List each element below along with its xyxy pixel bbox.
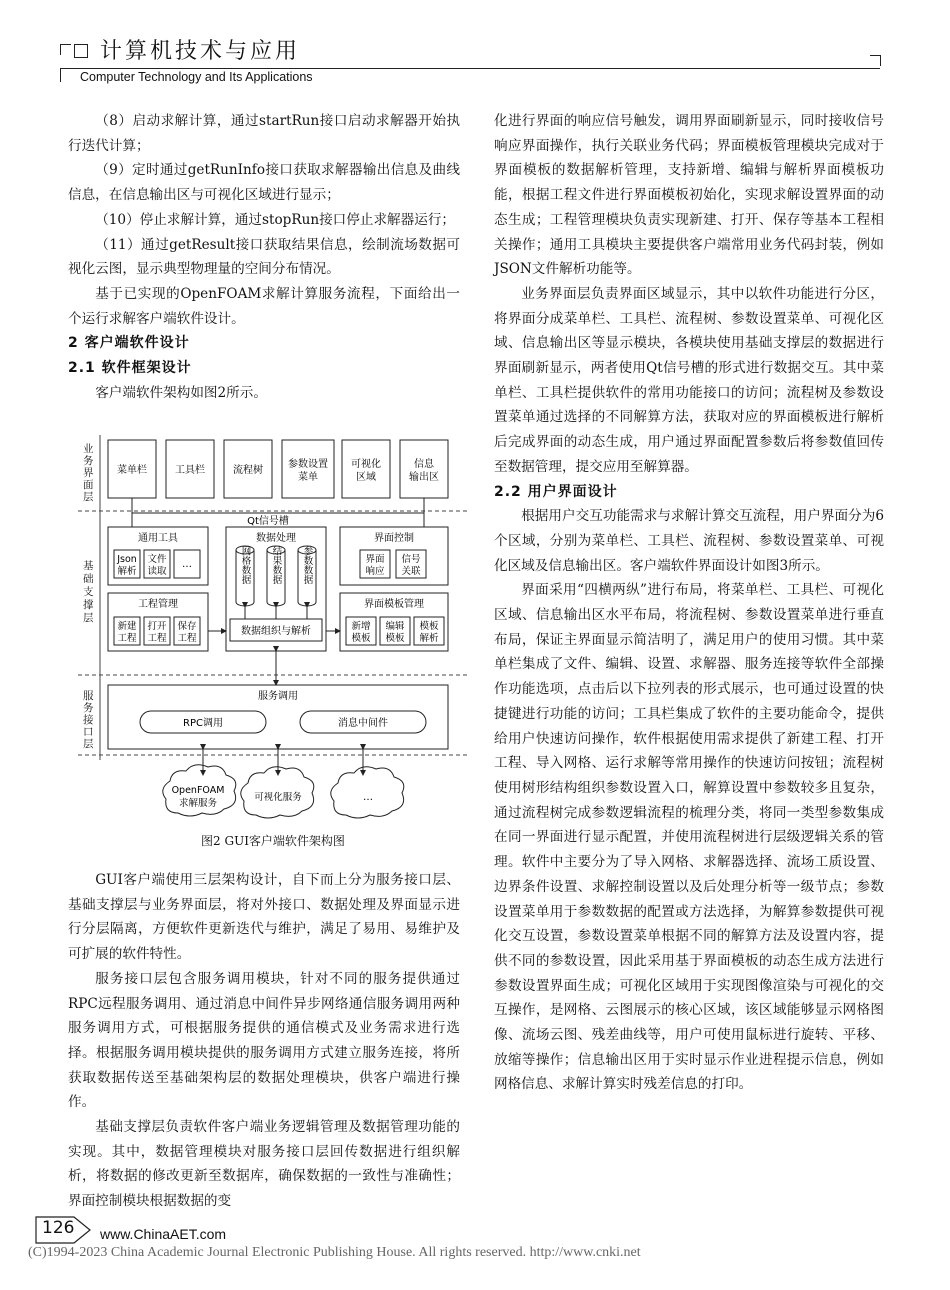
- paragraph: 基础支撑层负责软件客户端业务逻辑管理及数据管理功能的实现。其中，数据管理模块对服务接口层回传数据进行组织解析，将数据的修改更新至数据库，确保数据的一致性与准确性；界面控制模块根据数据的变: [68, 1119, 460, 1210]
- result-data-label: 结果数据: [270, 546, 282, 584]
- sig-link-label-1: 信号: [401, 554, 421, 565]
- ui-resp-label-1: 界面: [365, 554, 385, 565]
- journal-subtitle: Computer Technology and Its Applications: [80, 70, 313, 84]
- vis-area-label-1: 可视化: [351, 459, 381, 470]
- figure-caption: 图2 GUI客户端软件架构图: [201, 834, 345, 848]
- qt-signal-label: Qt信号槽: [247, 516, 289, 527]
- openfoam-label-1: OpenFOAM: [171, 785, 225, 796]
- open-label-1: 打开: [147, 621, 167, 632]
- paragraph: 服务接口层包含服务调用模块，针对不同的服务提供通过RPC远程服务调用、通过消息中间件异步网络通信服务调用两种服务调用方式，可根据服务提供的通信模式及业务需求进行选择。根据服务调用模块提供的服务调用方式建立服务连接，将所获取数据传送至基础架构层的数据处理模块，供客户端进行操作。: [68, 970, 460, 1111]
- file-label-2: 读取: [147, 566, 167, 577]
- site-url: www.ChinaAET.com: [100, 1226, 227, 1242]
- section-heading-2: 2 客户端软件设计: [68, 335, 190, 352]
- right-column: [494, 109, 884, 1097]
- param-menu-label-1: 参数设置: [288, 459, 328, 470]
- paragraph: 化进行界面的响应信号触发，调用界面刷新显示，同时接收信号响应界面操作，执行关联业务代码；界面模板管理模块完成对于界面模板的数据解析管理，支持新增、编辑与解析界面模板功能，根据工程文件进行界面模板初始化，实现求解设置界面的动态生成；工程管理模块负责实现新建、打开、保存等基本工程相关操作；通用工具模块主要提供客户端常用业务代码封装，例如JSON文件解析功能等。: [494, 113, 884, 278]
- corner-mark-top-left: [60, 44, 71, 55]
- paragraph: （10）停止求解计算，通过stopRun接口停止求解器运行；: [95, 211, 456, 228]
- info-area-label-1: 信息: [414, 459, 434, 470]
- parse-tpl-label-1: 模板: [419, 621, 439, 632]
- menubar-label: 菜单栏: [117, 465, 147, 476]
- common-tools-label: 通用工具: [138, 533, 178, 544]
- save-label-2: 工程: [177, 633, 197, 644]
- sig-link-label-2: 关联: [401, 566, 421, 577]
- paragraph: （8）启动求解计算，通过startRun接口启动求解器开始执行迭代计算；: [68, 113, 460, 154]
- section-heading-2-1: 2.1 软件框架设计: [68, 360, 192, 377]
- new-label-1: 新建: [117, 621, 137, 632]
- open-label-2: 工程: [147, 633, 167, 644]
- json-label-1: Json: [117, 554, 137, 565]
- corner-mark-top-right: [870, 55, 881, 66]
- left-column-bottom: [68, 868, 460, 1214]
- add-tpl-label-2: 模板: [351, 633, 371, 644]
- copyright-notice: (C)1994-2023 China Academic Journal Electronic Publishing House. All rights reserved. http://www.cnki.net: [28, 1245, 641, 1260]
- info-area-label-2: 输出区: [409, 472, 439, 483]
- file-label-1: 文件: [147, 554, 167, 565]
- ui-ctrl-label: 界面控制: [374, 533, 414, 544]
- toolbar-label: 工具栏: [175, 465, 205, 476]
- more-cloud-label: …: [363, 792, 373, 803]
- paragraph: （9）定时通过getRunInfo接口获取求解器输出信息及曲线信息，在信息输出区与可视化区域进行显示；: [68, 162, 460, 204]
- section-heading-2-2: 2.2 用户界面设计: [494, 483, 618, 500]
- edit-tpl-label-2: 模板: [385, 633, 405, 644]
- architecture-figure: [78, 435, 468, 830]
- paragraph: 界面采用“四横两纵”进行布局，将菜单栏、工具栏、可视化区域、信息输出区水平布局，将流程树、参数设置菜单进行垂直布局，保证主界面显示简洁明了，满足用户的使用习惯。其中菜单栏集成了文件、编辑、设置、求解器、服务连接等软件全部操作功能选项，点击后以下拉列表的形式展示，也可通过设置的快捷键进行功能的访问；工具栏集成了软件的主要功能命令，提供给用户快速访问操作，软件根据使用需求提供了新建工程、打开工程、导入网格、运行求解等常用操作的快速访问按钮；流程树使用树形结构组织参数设置入口，解算设置中参数较多且复杂，通过流程树完成参数逻辑流程的梳理分类，将同一类型参数集成在同一界面进行显示配置，并使用流程树进行层级逻辑关系的管理。软件中主要分为了导入网格、求解器选择、流场工质设置、边界条件设置、求解控制设置以及后处理分析等一级节点；参数设置菜单用于参数数据的配置或方法选择，为解算参数提供可视化交互设置，参数设置菜单根据不同的解算方法及设置内容，提供不同的参数设置，因此采用基于界面模板的动态生成方法进行参数设置界面生成；可视化区域用于实现图像渲染与可视化的交互操作，是网格、云图展示的核心区域，该区域能够显示网格图像、流场云图、残差曲线等，用户可使用鼠标进行旋转、平移、放缩等操作；信息输出区用于实时显示作业进程提示信息，例如网格信息、求解计算实时残差信息的打印。: [494, 582, 884, 1093]
- corner-mark-bottom-left: [60, 68, 71, 82]
- openfoam-label-2: 求解服务: [178, 798, 218, 809]
- vis-area-label-2: 区域: [356, 472, 376, 483]
- edit-tpl-label-1: 编辑: [385, 621, 405, 632]
- tpl-mgmt-label: 界面模板管理: [364, 599, 424, 610]
- flowtree-label: 流程树: [233, 465, 263, 476]
- json-label-2: 解析: [117, 566, 137, 577]
- more-label: …: [182, 559, 192, 570]
- layer-label-service: 服务接口层: [83, 690, 94, 750]
- ui-resp-label-2: 响应: [365, 566, 385, 577]
- mesh-data-label: 网格数据: [239, 546, 251, 584]
- vis-svc-label: 可视化服务: [254, 792, 302, 803]
- paragraph: 业务界面层负责界面区域显示，其中以软件功能进行分区，将界面分成菜单栏、工具栏、流程树、参数设置菜单、可视化区域、信息输出区等显示模块，各模块使用基础支撑层的数据进行界面刷新显示，两者使用Qt信号槽的形式进行数据交互。其中菜单栏、工具栏提供软件的常用功能接口的访问；流程树及参数设置菜单通过选择的不同解算方法，获取对应的界面模板进行解析后完成界面的动态生成，用户通过界面配置参数后将参数值回传至数据管理，提交应用至解算器。: [494, 285, 884, 475]
- paragraph: 根据用户交互功能需求与求解计算交互流程，用户界面分为6个区域，分别为菜单栏、工具栏、流程树、参数设置菜单、可视化区域及信息输出区。客户端软件界面设计如图3所示。: [494, 508, 884, 574]
- journal-title: 计算机技术与应用: [100, 39, 301, 64]
- parse-tpl-label-2: 解析: [419, 633, 439, 644]
- rpc-label: RPC调用: [183, 718, 223, 729]
- save-label-1: 保存: [177, 621, 197, 632]
- header-rule: [60, 68, 880, 69]
- svc-call-label: 服务调用: [258, 691, 298, 702]
- header-square-icon: [74, 44, 88, 58]
- paragraph: GUI客户端使用三层架构设计，自下而上分为服务接口层、基础支撑层与业务界面层，将对外接口、数据处理及界面显示进行分层隔离，方便软件更新迭代与维护，满足了易用、易维护及可扩展的软件特性。: [68, 872, 460, 963]
- paragraph: （11）通过getResult接口获取结果信息，绘制流场数据可视化云图，显示典型物理量的空间分布情况。: [68, 236, 460, 278]
- paragraph: 基于已实现的OpenFOAM求解计算服务流程，下面给出一个运行求解客户端软件设计。: [68, 285, 460, 327]
- left-column-top: [68, 109, 460, 405]
- param-menu-label-2: 菜单: [298, 472, 318, 483]
- new-label-2: 工程: [117, 633, 137, 644]
- page-number: 126: [42, 1218, 75, 1238]
- layer-label-support: 基础支撑层: [83, 560, 94, 624]
- data-org-label: 数据组织与解析: [241, 626, 311, 637]
- add-tpl-label-1: 新增: [351, 621, 371, 632]
- param-data-label: 参数数据: [301, 546, 313, 584]
- paragraph: 客户端软件架构如图2所示。: [95, 384, 267, 401]
- proj-mgmt-label: 工程管理: [138, 599, 178, 610]
- msg-label: 消息中间件: [338, 718, 388, 729]
- layer-label-business: 业务界面层: [83, 443, 94, 503]
- data-proc-label: 数据处理: [256, 533, 296, 544]
